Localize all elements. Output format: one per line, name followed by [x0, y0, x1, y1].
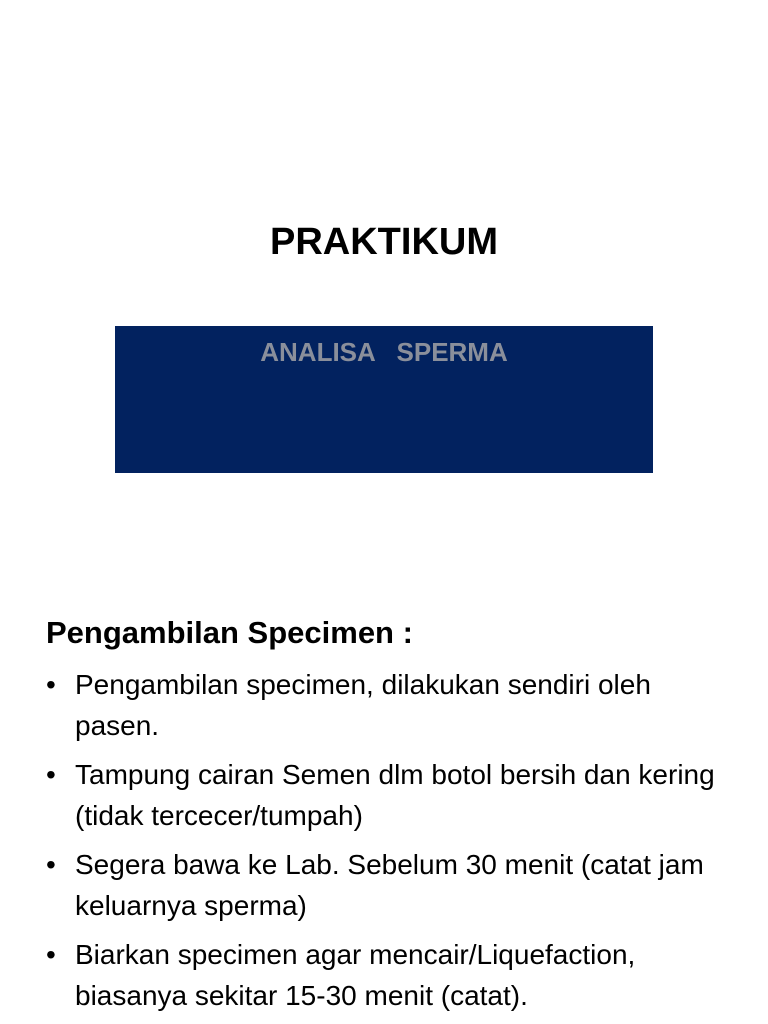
list-item — [46, 844, 736, 926]
bullet-list — [46, 664, 736, 1024]
banner-text: ANALISA SPERMA — [260, 337, 508, 367]
bullet-dot-icon: • — [46, 939, 56, 970]
list-item-text: Biarkan specimen agar mencair/Liquefaction, biasanya sekitar 15-30 menit (catat). — [75, 939, 636, 1011]
list-item-text: Pengambilan specimen, dilakukan sendiri oleh pasen. — [75, 669, 651, 741]
list-item-text: Segera bawa ke Lab. Sebelum 30 menit (catat jam keluarnya sperma) — [75, 849, 704, 921]
bullet-dot-icon: • — [46, 849, 56, 880]
section-heading: Pengambilan Specimen : — [46, 615, 413, 650]
bullet-dot-icon: • — [46, 669, 56, 700]
content-slide — [0, 512, 768, 1024]
slide-title: PRAKTIKUM — [270, 221, 498, 263]
list-item — [46, 934, 736, 1016]
bullet-dot-icon: • — [46, 759, 56, 790]
list-item — [46, 754, 736, 836]
list-item — [46, 664, 736, 746]
subtitle-banner — [115, 326, 653, 473]
list-item-text: Tampung cairan Semen dlm botol bersih dan kering (tidak tercecer/tumpah) — [75, 759, 715, 831]
